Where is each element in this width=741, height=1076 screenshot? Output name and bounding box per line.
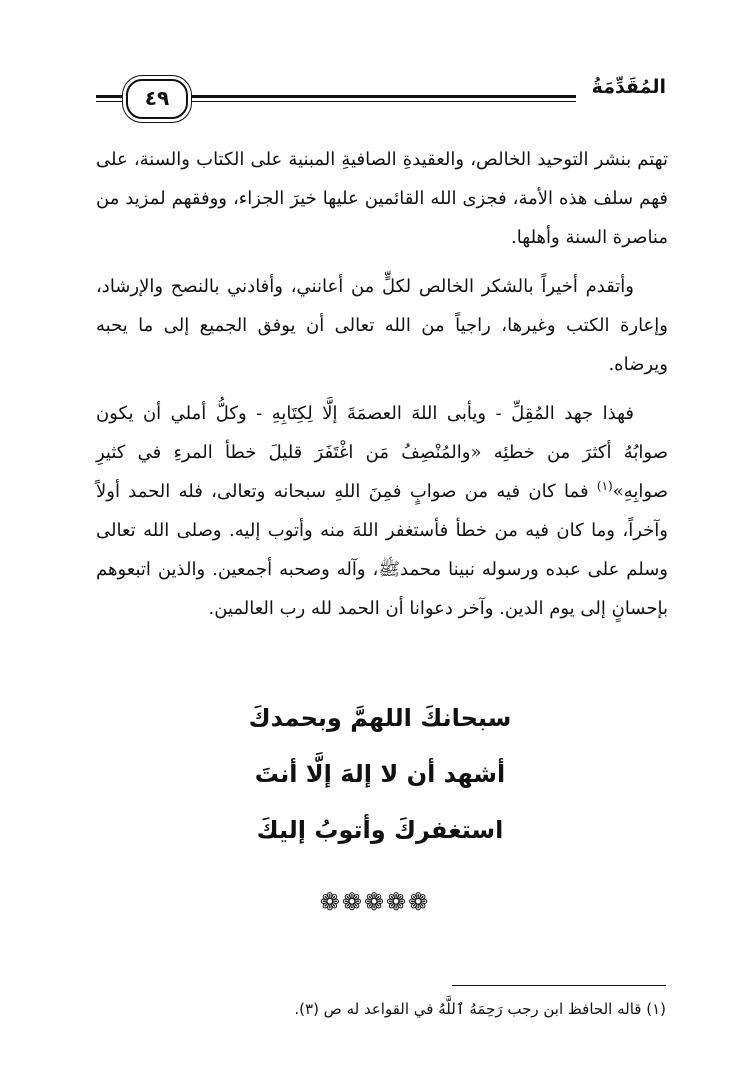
paragraph-3-text: فهذا جهد المُقِلِّ - ويأبى اللهَ العصمَةَ إلَّا لِكِتَابِهِ - وكلُّ أملي أن يكون صوابُهُ أكثرَ من خطئِه «والمُنْصِفُ مَن اغْتَفَرَ قليلَ خطأ المرءِ في كثيرِ صوابِهِ» (96, 403, 668, 502)
supplication-line-2: أشهد أن لا إلهَ إلَّا أنتَ (254, 760, 506, 788)
footnote-marker: (١) (646, 1000, 666, 1018)
main-text (96, 140, 668, 638)
paragraph-3 (96, 394, 668, 628)
paragraph-3-continuation: فما كان فيه من صوابٍ فمِنَ اللهِ سبحانه وتعالى، فله الحمد أولاً وآخراً، وما كان فيه من خطأ فأستغفر اللهَ منه وأتوب إليه. وصلى الله تعالى وسلم على عبده ورسوله نبينا محمدﷺ، وآله وصحبه أجمعين. والذين اتبعوهم بإحسانٍ إلى يوم الدين. وآخر دعوانا أن الحمد لله رب العالمين. (96, 481, 668, 619)
closing-supplication (150, 690, 610, 858)
running-header (96, 68, 666, 118)
supplication-line-1: سبحانكَ اللهمَّ وبحمدكَ (248, 704, 512, 732)
paragraph-1: تهتم بنشر التوحيد الخالص، والعقيدةِ الصافيةِ المبنية على الكتاب والسنة، على فهم سلف هذه الأمة، فجزى الله القائمين عليها خيرَ الجزاء، ووفقهم لمزيد من مناصرة السنة وأهلها. (96, 149, 668, 248)
supplication-line-3: استغفركَ وأتوبُ إليكَ (256, 816, 504, 844)
footnote-1 (230, 996, 666, 1022)
footnote-reference: (١) (596, 479, 613, 493)
chapter-title: المُقَدِّمَةُ (591, 76, 666, 98)
flower-ornament: ❁❁❁❁❁ (319, 888, 431, 916)
footnote-separator (452, 985, 666, 986)
footnote-text: قاله الحافظ ابن رجب رَحِمَهُ ٱللَّهُ في القواعد له ص (٣). (294, 1000, 642, 1018)
page-number: ٤٩ (126, 79, 188, 119)
paragraph-2: وأتقدم أخيراً بالشكر الخالص لكلٍّ من أعانني، وأفادني بالنصح والإرشاد، وإعارة الكتب وغيرها، راجياً من الله تعالى أن يوفق الجميع إلى ما يحبه ويرضاه. (96, 276, 668, 375)
